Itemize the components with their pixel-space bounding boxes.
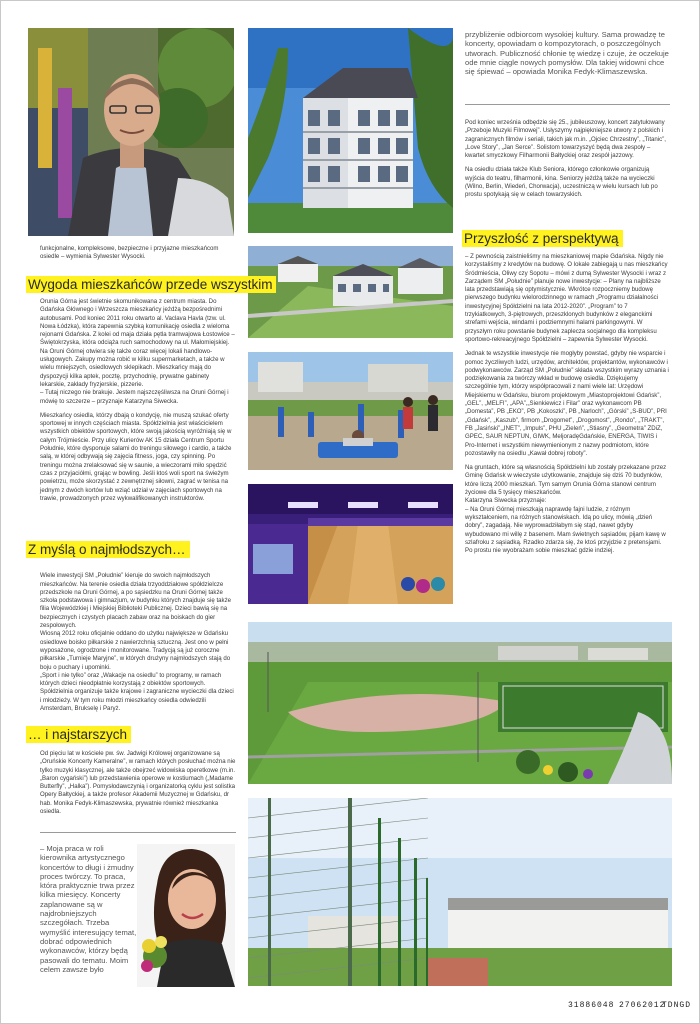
heading-przyszlosc: Przyszłość z perspektywą <box>462 230 623 247</box>
photo-aerial-buildings <box>248 246 453 338</box>
divider-rule-col3 <box>465 104 670 105</box>
heading-wygoda: Wygoda mieszkańców przede wszystkim <box>26 276 276 293</box>
quote-monika-start: – Moja praca w roli kierownika artystycznego koncertów to długi i żmudny proces twórczy. To praca, która praktycznie trwa przez kilka miesięcy. Koncerty zaplanowane są w najdrobniejszych szczegółach. Trzeba wymyślić interesujący temat, dobrać odpowiednich wykonawców, którzy będą pasowali do tematu. Moim celem zawsze było <box>40 844 137 974</box>
divider-rule-col1 <box>40 832 236 833</box>
col3-body-koncert: Pod koniec września odbędzie się 25., jubileuszowy, koncert zatytułowany „Przeboje Muzyki Filmowej”. Usłyszymy najpiękniejsze utwory z polskich i zagranicznych filmów i seriali, takich jak m.in. „Ojciec Chrzestny”, „Titanic”, „Love Story”, „Jan Serce”. Solistom towarzyszyć będą dwa zespoły – kwartet smyczkowy Filharmonii Bałtyckiej oraz zespół jazzowy. Na osiedlu działa także Klub Seniora, którego członkowie organizują wyjścia do teatru, filharmonii, kina. Seniorzy jeżdżą także na wycieczki (Wilno, Berlin, Wiedeń, Chorwacja), uczestniczą w wielu kursach lub po prostu spotykają się w celach towarzyskich. <box>465 119 666 199</box>
photo-outdoor-gym <box>248 352 453 470</box>
footer-code-left: 31886048 <box>568 1001 615 1010</box>
photo-residential-building <box>248 28 453 233</box>
col3-body-przyszlosc: – Z pewnością zaistnieliśmy na mieszkaniowej mapie Gdańska. Nigdy nie korzystaliśmy z kredytów na budowę. O lokale zabiegają u nas mieszkańcy Śródmieścia, Oliwy czy Sopotu – mówi z dumą Sylwester Wysocki i wraz z Zarządem SM „Południe” planuje nowe inwestycje: – Plany na najbliższe lata przedstawiają się optymistycznie. Wkrótce rozpoczniemy budowę pierwszego budynku wielorodzinnego w ramach „Programu działalności inwestycyjnej Spółdzielni na lata 2012-2020”. „Program” to 7 trzykiatkowych, 3-piętrowych, przeszklonych budynków z eleganckimi strefami wejścia, windami i podziemnymi halami parkingowymi. W przyszłym roku powstanie budynek zaplecza socjalnego dla kompleksu sportowo-rekreacyjnego Spółdzielni – zapewnia Sylwester Wysocki. Jednak te wszystkie inwestycje nie mogłyby powstać, gdyby nie wsparcie i pomoc życzliwych ludzi, urzędów, architektów, projektantów, wykonawców i podwykonawców. Zarząd SM „Południe” składa wszystkim wyrazy uznania i podziękowania za twórczy wkład w budowę osiedla. Dziękujemy szczególnie tym, którzy współpracowali z nami wiele lat: Urzędowi Miejskiemu w Gdańsku, biurom projektowym „Miastoprojektowi Gdańsk”,„GEL”, „MELFI”, „APA”,„Sienkiewicz i Filar” oraz wykonawcom PB „Domesta”, PB „EKO”, PB „Kokoszki”, PB „Narloch”, „Górski” „S-BUD”, PRI „Gdańsk”, „Kaszub”, firmom „Drogomet”, „Drogomost”, „Rondo”, „TRAKT”, FB „Jasiński”,„INET”, „Impuls”, PHU „Zieleń”, „Stiasny”, „Geometra” ZDiZ, GPEC, SAUR NEPTUN, GIWK, MeljoradęGdańskie, ENERGA, TIWIS i Pro-Internet i wszystkim niewymienionym z nazwy podmiotom, które pozostawiły na osiedlu „Kawał dobrej roboty”. Na gruntach, które są własnością Spółdzielni lub zostały przekazane przez Gminę Gdańsk w wieczyste użytkowanie, znajduje się dziś 70 budynków, które liczą 2000 mieszkań. Tym samym Orunia Górna stanowi centrum życiowe dla 5 tysięcy mieszkańców. Katarzyna Siwecka przyznaje: – Na Oruni Górnej mieszkają naprawdę fajni ludzie, z różnym wykształceniem, na różnych stanowiskach. Idą po ulicy, mówią „dzień dobry”, zagadają. Nie wyprowadziłabym się stąd, nawet gdyby wybudowano mi willę z basenem. Mam świetnych sąsiadów, pijam kawę w szlafroku z sąsiadką. Rzadko zdarza się, że ktoś przyjdzie z pretensjami. Po prostu nie wyobrażam sobie mieszkać gdzie indziej. <box>465 253 669 555</box>
col1-body-wygoda: Orunia Górna jest świetnie skomunikowana z centrum miasta. Do Gdańska Głównego i Wrzeszcza mieszkańcy jeżdżą bezpośrednimi autobusami. Pod koniec 2011 roku otwarto al. Vaclava Havla (tzw. ul. Nowa Łódzka), która zapewnia szybką komunikację osiedla z wieloma rejonami Gdańska. Z kolei od maja działa pętla tramwajowa Łostowice – Świętokrzyska, która odciąża ruch samochodowy na ul. Małomiejskiej. Na Oruni Górnej otwiera się także coraz więcej lokali handlowo-usługowych. Zakupy można robić w kilku supermarketach, a także w wielu mniejszych, osiedlowych sklepikach. Mieszkańcy mają do dyspozycji kilka aptek, pocztę, przychodnię, prywatne gabinety lekarskie, zakłady fryzjerskie, pizzerie. – Tutaj niczego nie brakuje. Jestem najszczęśliwsza na Oruni Górnej i mówię to szczerze – przyznaje Katarzyna Siwecka. Mieszkańcy osiedla, którzy dbają o kondycję, nie muszą szukać oferty sportowej w innych częściach miasta. Spółdzielnia jest właścicielem wszystkich obiektów sportowych, które swoją jakością wyróżniają się w całym Trójmieście. Przy ulicy Kurierów AK 15 działa Centrum Sportu Południe, które dysponuje salami do treningu siłowego i cardio, a także salą, w której odbywają się zajęcia fitness, joga, czy spinning. Po treningu można zrelaksować się w saunie, a wieczorami miło spędzić czas z przyjaciółmi, grając w bowling. Jeśli ktoś woli sport na świeżym powietrzu, może skorzystać z zewnętrznej siłowni, zagrać w tenisa na jednym z dwóch kortów lub wziąć udział w zajęciach sportowych na trawie, prowadzonych przez wykwalifikowanych instruktorów. <box>40 298 235 502</box>
col1-intro-text: funkcjonalne, kompleksowe, bezpieczne i przyjazne mieszkańcom osiedle – wymienia Sylwester Wysocki. <box>40 245 219 261</box>
photo-bowling-alley <box>248 484 453 604</box>
photo-sports-complex-aerial <box>248 622 672 784</box>
quote-monika-end: przybliżenie odbiorcom wysokiej kultury. Sama prowadzę te koncerty, opowiadam o kompozytorach, o poszczególnych utworach. Publiczność chłonie tę wiedzę i czuje, że oczekuje ode mnie ciągle nowych pomysłów. Dla takiej widowni chce się śpiewać – opowiada Monika Fedyk-Klimaszewska. <box>465 30 669 77</box>
heading-najstarsi: … i najstarszych <box>26 726 131 743</box>
heading-najmlodsi: Z myślą o najmłodszych… <box>26 541 190 558</box>
col1-body-najstarsi: Od pięciu lat w kościele pw. św. Jadwigi Królowej organizowane są „Oruńskie Koncerty Kameralne”, w ramach których posłuchać można nie tylko muzyki klasycznej, ale także obejrzeć widowiska operetkowe (m.in. „Baron cygański”) lub przedstawienia operowe w kostiumach („Madame Butterfly”, „Halka”). Pomysłodawczynią i organizatorką cyklu jest solistka Opery Bałtyckiej, a także profesor Akademii Muzycznej w Gdańsku, dr hab. Monika Fedyk-Klimaszewska, prywatnie również mieszkanka osiedla. <box>40 750 236 816</box>
footer-code-right: TDNGD <box>662 1001 692 1010</box>
portrait-photo-man <box>28 28 234 236</box>
portrait-photo-woman <box>137 844 235 987</box>
col1-body-najmlodsi: Wiele inwestycji SM „Południe” kieruje do swoich najmłodszych mieszkańców. Na terenie osiedla działa trzyoddziałowe spółdzielcze przedszkole na Oruni Górnej, a po sąsiedzku na Oruni Górnej także szkoła podstawowa i gimnazjum, w budynku których znajduje się także filia Wojewódzkiej i Miejskiej Biblioteki Publicznej. Dzieci bawią się na bezpiecznych i czystych placach zabaw oraz na boiskach do gier zespołowych. Wiosną 2012 roku oficjalnie oddano do użytku największe w Gdańsku osiedlowe boisko piłkarskie z nawierzchnią sztuczną. Jest ono w pełni wyposażone, ogrodzone i monitorowane. Tradycją są już coroczne piłkarskie „Turnieje Maryjne”, w których drużyny najmłodszych stają do boju o puchary i upominki. „Sport i nie tylko” oraz „Wakacje na osiedlu” to programy, w ramach których dzieci nieodpłatnie korzystają z obiektów sportowych. Spółdzielnia organizuje także krajowe i zagraniczne wycieczki dla dzieci i młodzieży. W tym roku młodzi mieszkańcy osiedla odwiedzili Amsterdam, Brukselę i Paryż. <box>40 572 234 713</box>
footer-code-middle: 27062012 <box>619 1001 666 1010</box>
photo-football-pitch-fence <box>248 798 672 986</box>
